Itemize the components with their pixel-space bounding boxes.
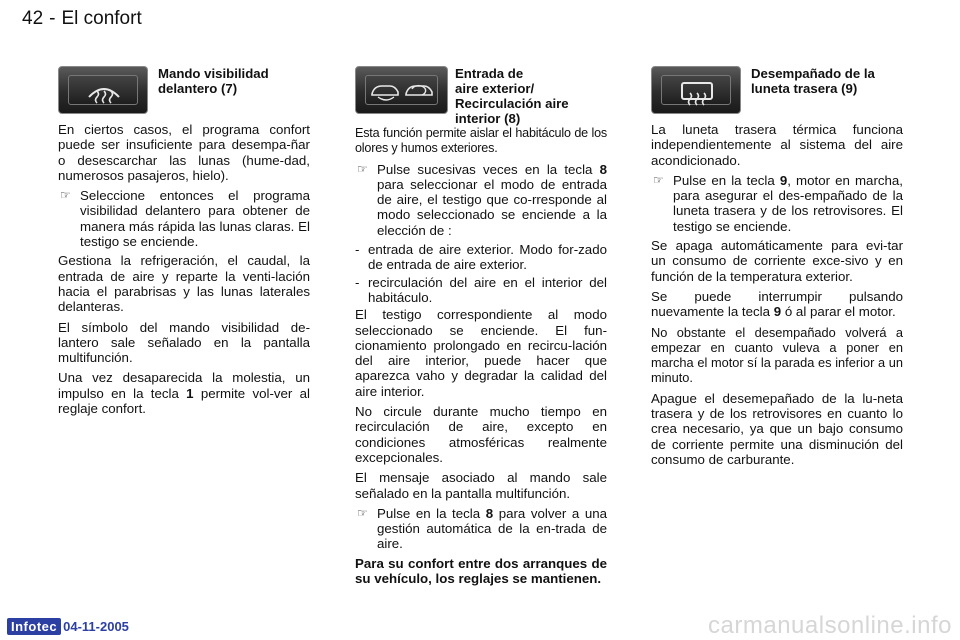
column-rear-defrost: [651, 66, 903, 472]
heading-line: Recirculación aire: [455, 96, 569, 111]
dash-marker: -: [355, 274, 360, 290]
heading-line: Mando visibilidad: [158, 66, 269, 81]
bullet-text: Seleccione entonces el programa visibilidad delantero para obtener de manera más rápida las lunas claras. El testigo se enciende.: [80, 188, 310, 250]
paragraph: Apague el desemepañado de la lu-neta trasera y de los retrovisores en cuanto lo crea necesario, ya que un bajo consumo de corriente permite una disminución del consumo de carburante.: [651, 390, 903, 467]
dash-marker: -: [355, 242, 360, 258]
body-text: [58, 122, 310, 416]
heading-line: Entrada de: [455, 66, 524, 81]
page-number: 42: [22, 8, 44, 29]
body-text: [355, 126, 607, 586]
text: Pulse en la tecla: [377, 505, 481, 521]
paragraph: Esta función permite aislar el habitáculo de los olores y humos exteriores.: [355, 126, 607, 156]
paragraph: El mensaje asociado al mando sale señalado en la pantalla multifunción.: [355, 470, 607, 501]
key-number: 9: [779, 172, 788, 188]
pointing-hand-icon: ☞: [60, 188, 71, 203]
paragraph: No obstante el desempañado volverá a empezar en cuanto vuleva a poner en marcha el motor sí la parada es inferior a un minuto.: [651, 324, 903, 386]
paragraph: El símbolo del mando visibilidad de-lantero sale señalado en la pantalla multifunción.: [58, 319, 310, 366]
bold-note: Para su confort entre dos arranques de su vehículo, los reglajes se mantienen.: [355, 555, 607, 587]
dash-item: [355, 275, 607, 306]
bullet-item: [355, 506, 607, 552]
column-air-recirculation: [355, 66, 607, 591]
column-front-visibility: [58, 66, 310, 421]
text: ó al parar el motor.: [784, 304, 896, 320]
paragraph: Gestiona la refrigeración, el caudal, la entrada de aire y reparte la venti-lación hacia el parabrisas y las lunas laterales delanteras.: [58, 253, 310, 315]
footer: [7, 618, 129, 635]
text: para seleccionar el modo de entrada de aire, el testigo que co-rresponde al modo seleccionado se enciende a la elección de :: [377, 176, 607, 238]
text: Pulse en la tecla: [673, 172, 775, 188]
bullet-text: [377, 162, 607, 238]
heading-line: luneta trasera (9): [751, 81, 858, 96]
text: Pulse sucesivas veces en la tecla: [377, 161, 593, 177]
key-number: 8: [485, 505, 494, 521]
heading-line: Desempañado de la: [751, 66, 875, 81]
heading-line: aire exterior/: [455, 81, 535, 96]
page-header: [22, 8, 148, 30]
pointing-hand-icon: ☞: [653, 172, 664, 187]
paragraph: El testigo correspondiente al modo seleccionado se enciende. El fun-cionamiento prolongado en recircu-lación del aire interior, puede hacer que aparezca vaho y degradar la calidad del aire interior.: [355, 307, 607, 399]
dash-text: entrada de aire exterior. Modo for-zado de entrada de aire exterior.: [368, 242, 607, 273]
bullet-text: [673, 173, 903, 234]
dash-text: recirculación del aire en el interior del habitáculo.: [368, 274, 607, 305]
bullet-item: [355, 162, 607, 238]
text: Una vez desaparecida la molestia, un impulso en la tecla: [58, 370, 310, 401]
infotec-logo: Infotec: [7, 618, 61, 635]
watermark: carmanualsonline.info: [708, 612, 952, 639]
text: , motor en marcha, para asegurar el des-empañado de la luneta trasera y de los retrovisores. El testigo se enciende.: [673, 172, 904, 234]
key-number: 8: [599, 161, 607, 177]
key-number: 9: [773, 304, 782, 320]
body-text: [651, 122, 903, 467]
pointing-hand-icon: ☞: [357, 161, 368, 176]
paragraph: La luneta trasera térmica funciona independientemente al sistema del aire acondicionado.: [651, 122, 903, 168]
text: Se puede interrumpir pulsando nuevamente la tecla: [651, 288, 903, 320]
key-number: 1: [186, 385, 194, 401]
text: permite vol-ver al reglaje confort.: [58, 385, 310, 417]
section-heading: [751, 66, 903, 122]
paragraph: En ciertos casos, el programa confort puede ser insuficiente para desempa-ñar o desescarchar las lunas (hume-dad, numerosos pasajeros, hielo).: [58, 122, 310, 183]
bullet-text: [377, 506, 607, 552]
windshield-defrost-icon: [58, 66, 148, 114]
paragraph: No circule durante mucho tiempo en recirculación de aire, excepto en condiciones atmosféricas realmente excepcionales.: [355, 404, 607, 465]
pointing-hand-icon: ☞: [357, 505, 368, 520]
print-date: 04-11-2005: [63, 619, 129, 634]
air-recirculation-icon: [355, 66, 448, 114]
paragraph: [651, 289, 903, 320]
section-heading: [455, 66, 607, 126]
bullet-item: [651, 173, 903, 234]
bullet-item: [58, 188, 310, 249]
dash-item: [355, 242, 607, 273]
text: para volver a una gestión automática de la en-trada de aire.: [377, 505, 608, 552]
heading-line: delantero (7): [158, 81, 238, 96]
rear-defrost-icon: [651, 66, 741, 114]
section-title: El confort: [61, 8, 142, 29]
section-heading: [158, 66, 310, 122]
paragraph: Se apaga automáticamente para evi-tar un consumo de corriente exce-sivo y en función de la temperatura exterior.: [651, 238, 903, 284]
header-separator: -: [49, 8, 56, 29]
paragraph: [58, 370, 310, 416]
heading-line: interior (8): [455, 111, 521, 126]
